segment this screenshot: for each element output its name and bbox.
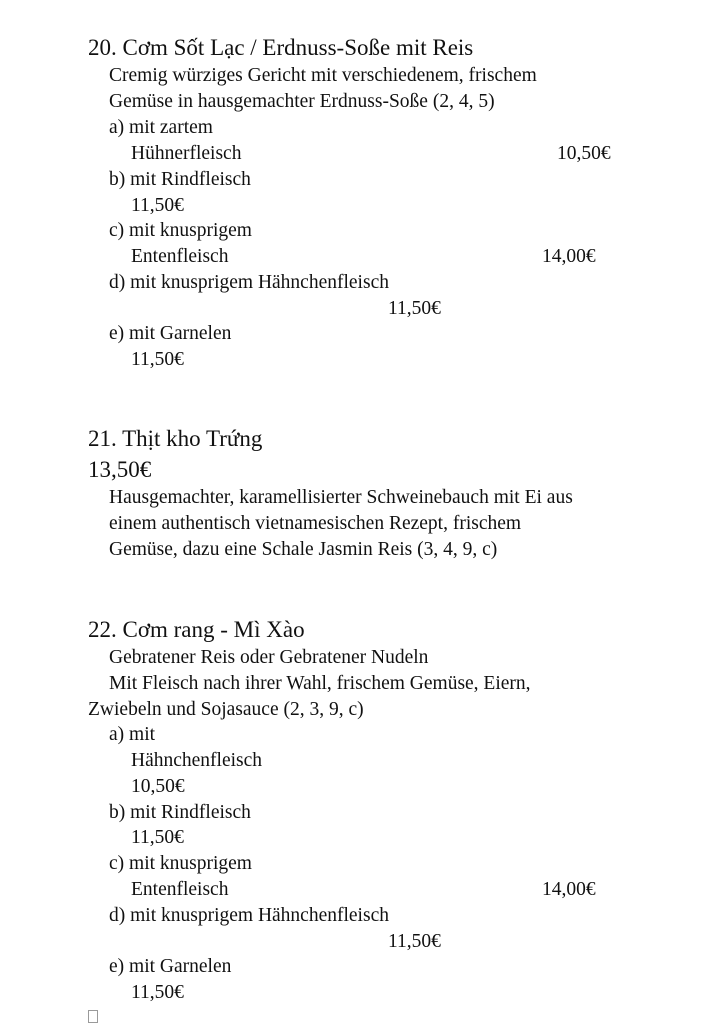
dish-description: Zwiebeln und Sojasauce (2, 3, 9, c) [88,699,364,720]
option-price: 14,00€ [542,879,596,900]
option-sublabel: Entenfleisch [131,246,229,267]
dish-description: Cremig würziges Gericht mit verschiedenem, frischem [109,65,537,86]
dish-title: 21. Thịt kho Trứng [88,426,263,451]
option-sublabel: Hühnerfleisch [131,143,242,164]
dish-description: einem authentisch vietnamesischen Rezept, frischem [109,513,522,534]
dish-title: 22. Cơm rang - Mì Xào [88,617,305,642]
option-label: c) mit knusprigem [109,220,252,241]
option-sublabel: Hähnchenfleisch [131,750,263,771]
option-price: 11,50€ [131,195,184,216]
dish-title: 20. Cơm Sốt Lạc / Erdnuss-Soße mit Reis [88,35,474,60]
option-sublabel: Entenfleisch [131,879,229,900]
dish-description: Hausgemachter, karamellisierter Schweinebauch mit Ei aus [109,487,573,508]
option-label: e) mit Garnelen [109,956,232,977]
option-price: 11,50€ [388,298,441,319]
dish-description: Gemüse, dazu eine Schale Jasmin Reis (3, 4, 9, c) [109,539,498,560]
option-price: 10,50€ [557,143,611,164]
dish-description: Gebratener Reis oder Gebratener Nudeln [109,647,429,668]
option-label: d) mit knusprigem Hähnchenfleisch [109,272,389,293]
dish-description: Mit Fleisch nach ihrer Wahl, frischem Gemüse, Eiern, [109,673,531,694]
option-price: 11,50€ [131,827,184,848]
option-label: b) mit Rindfleisch [109,802,251,823]
option-label: a) mit [109,724,156,745]
anchor-marker [88,1010,98,1023]
option-price: 11,50€ [388,931,441,952]
option-label: c) mit knusprigem [109,853,252,874]
option-label: d) mit knusprigem Hähnchenfleisch [109,905,389,926]
option-label: b) mit Rindfleisch [109,169,251,190]
option-price: 11,50€ [131,982,184,1003]
option-label: e) mit Garnelen [109,323,232,344]
dish-description: Gemüse in hausgemachter Erdnuss-Soße (2, 4, 5) [109,91,495,112]
option-price: 10,50€ [131,776,185,797]
option-price: 11,50€ [131,349,184,370]
dish-price: 13,50€ [88,457,152,482]
option-label: a) mit zartem [109,117,213,138]
option-price: 14,00€ [542,246,596,267]
